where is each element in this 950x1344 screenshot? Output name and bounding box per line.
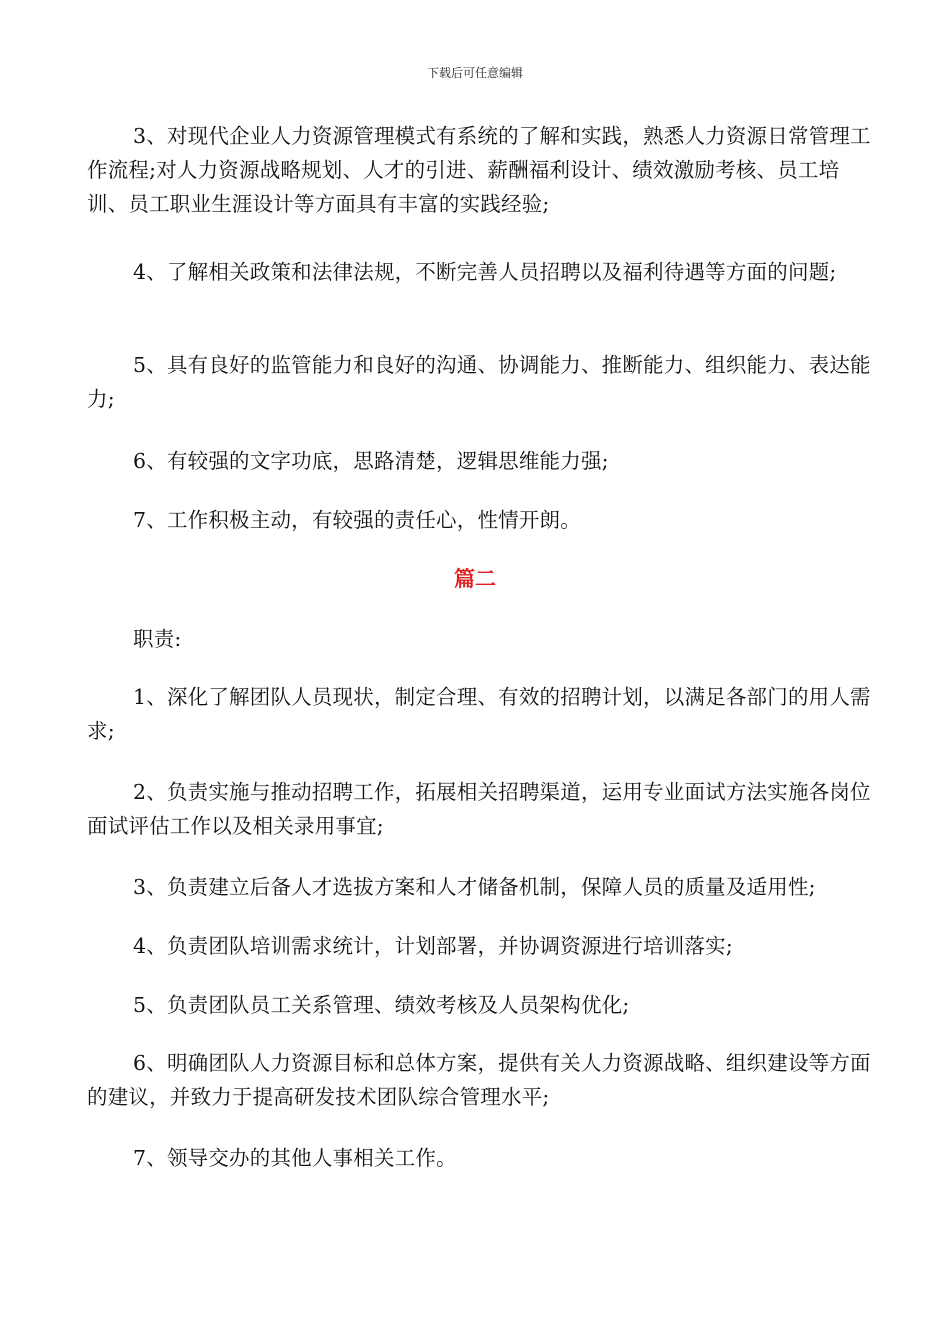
section-title: 篇二 bbox=[454, 567, 496, 591]
requirement-item-4: 4、了解相关政策和法律法规，不断完善人员招聘以及福利待遇等方面的问题; bbox=[133, 260, 837, 284]
requirement-item-7: 7、工作积极主动，有较强的责任心，性情开朗。 bbox=[133, 508, 581, 532]
requirement-item-3: 3、对现代企业人力资源管理模式有系统的了解和实践，熟悉人力资源日常管理工作流程;对人力资源战略规划、人才的引进、薪酬福利设计、绩效激励考核、员工培训、员工职业生涯设计等方面具有丰富的实践经验; bbox=[87, 124, 871, 216]
duty-item-5: 5、负责团队员工关系管理、绩效考核及人员架构优化; bbox=[133, 993, 630, 1017]
duty-item-6: 6、明确团队人力资源目标和总体方案，提供有关人力资源战略、组织建设等方面的建议，并致力于提高研发技术团队综合管理水平; bbox=[87, 1051, 871, 1109]
requirement-item-5: 5、具有良好的监管能力和良好的沟通、协调能力、推断能力、组织能力、表达能力; bbox=[87, 353, 871, 411]
duty-item-7: 7、领导交办的其他人事相关工作。 bbox=[133, 1146, 457, 1170]
duties-label: 职责: bbox=[133, 627, 182, 651]
duty-item-3: 3、负责建立后备人才选拔方案和人才储备机制，保障人员的质量及适用性; bbox=[133, 875, 816, 899]
duty-item-2: 2、负责实施与推动招聘工作，拓展相关招聘渠道，运用专业面试方法实施各岗位面试评估工作以及相关录用事宜; bbox=[87, 780, 871, 838]
header-note: 下载后可任意编辑 bbox=[426, 66, 523, 80]
duty-item-1: 1、深化了解团队人员现状，制定合理、有效的招聘计划，以满足各部门的用人需求; bbox=[87, 685, 871, 743]
duty-item-4: 4、负责团队培训需求统计，计划部署，并协调资源进行培训落实; bbox=[133, 934, 733, 958]
requirement-item-6: 6、有较强的文字功底，思路清楚，逻辑思维能力强; bbox=[133, 449, 609, 473]
